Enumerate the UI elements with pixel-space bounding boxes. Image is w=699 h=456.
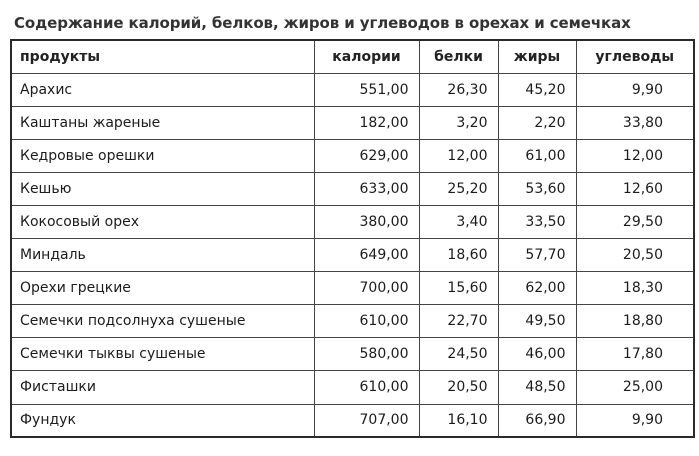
table-title: Содержание калорий, белков, жиров и углеводов в орехах и семечках: [14, 14, 631, 32]
fats-cell: 46,00: [498, 338, 576, 371]
proteins-cell: 18,60: [419, 239, 498, 272]
carbs-cell: 9,90: [576, 404, 694, 437]
product-name-cell: Миндаль: [11, 239, 314, 272]
proteins-cell: 16,10: [419, 404, 498, 437]
carbs-cell: 12,60: [576, 172, 694, 205]
header-fats: жиры: [498, 40, 576, 73]
table-row: [11, 139, 694, 172]
header-proteins: белки: [419, 40, 498, 73]
product-name-cell: Каштаны жареные: [11, 106, 314, 139]
carbs-cell: 29,50: [576, 205, 694, 238]
table-header-row: [11, 40, 694, 73]
proteins-cell: 24,50: [419, 338, 498, 371]
product-name-cell: Семечки подсолнуха сушеные: [11, 305, 314, 338]
fats-cell: 61,00: [498, 139, 576, 172]
carbs-cell: 18,80: [576, 305, 694, 338]
calories-cell: 551,00: [314, 73, 419, 106]
calories-cell: 649,00: [314, 239, 419, 272]
product-name-cell: Орехи грецкие: [11, 272, 314, 305]
header-carbs: углеводы: [576, 40, 694, 73]
fats-cell: 53,60: [498, 172, 576, 205]
proteins-cell: 3,40: [419, 205, 498, 238]
calories-cell: 700,00: [314, 272, 419, 305]
fats-cell: 33,50: [498, 205, 576, 238]
table-row: [11, 338, 694, 371]
table-body: [11, 73, 694, 437]
nutrition-table: [10, 39, 695, 438]
table-row: [11, 272, 694, 305]
calories-cell: 610,00: [314, 371, 419, 404]
proteins-cell: 20,50: [419, 371, 498, 404]
proteins-cell: 22,70: [419, 305, 498, 338]
header-products: продукты: [11, 40, 314, 73]
proteins-cell: 3,20: [419, 106, 498, 139]
proteins-cell: 26,30: [419, 73, 498, 106]
proteins-cell: 12,00: [419, 139, 498, 172]
calories-cell: 380,00: [314, 205, 419, 238]
calories-cell: 610,00: [314, 305, 419, 338]
table-row: [11, 172, 694, 205]
calories-cell: 182,00: [314, 106, 419, 139]
carbs-cell: 9,90: [576, 73, 694, 106]
calories-cell: 580,00: [314, 338, 419, 371]
product-name-cell: Фундук: [11, 404, 314, 437]
proteins-cell: 15,60: [419, 272, 498, 305]
product-name-cell: Кокосовый орех: [11, 205, 314, 238]
fats-cell: 48,50: [498, 371, 576, 404]
carbs-cell: 18,30: [576, 272, 694, 305]
carbs-cell: 17,80: [576, 338, 694, 371]
carbs-cell: 33,80: [576, 106, 694, 139]
carbs-cell: 25,00: [576, 371, 694, 404]
fats-cell: 2,20: [498, 106, 576, 139]
product-name-cell: Фисташки: [11, 371, 314, 404]
carbs-cell: 12,00: [576, 139, 694, 172]
product-name-cell: Кедровые орешки: [11, 139, 314, 172]
fats-cell: 62,00: [498, 272, 576, 305]
carbs-cell: 20,50: [576, 239, 694, 272]
fats-cell: 66,90: [498, 404, 576, 437]
fats-cell: 45,20: [498, 73, 576, 106]
table-row: [11, 239, 694, 272]
calories-cell: 629,00: [314, 139, 419, 172]
calories-cell: 707,00: [314, 404, 419, 437]
table-row: [11, 371, 694, 404]
table-row: [11, 73, 694, 106]
fats-cell: 49,50: [498, 305, 576, 338]
calories-cell: 633,00: [314, 172, 419, 205]
table-row: [11, 404, 694, 437]
table-row: [11, 305, 694, 338]
table-row: [11, 205, 694, 238]
product-name-cell: Арахис: [11, 73, 314, 106]
product-name-cell: Семечки тыквы сушеные: [11, 338, 314, 371]
fats-cell: 57,70: [498, 239, 576, 272]
table-row: [11, 106, 694, 139]
proteins-cell: 25,20: [419, 172, 498, 205]
product-name-cell: Кешью: [11, 172, 314, 205]
header-calories: калории: [314, 40, 419, 73]
